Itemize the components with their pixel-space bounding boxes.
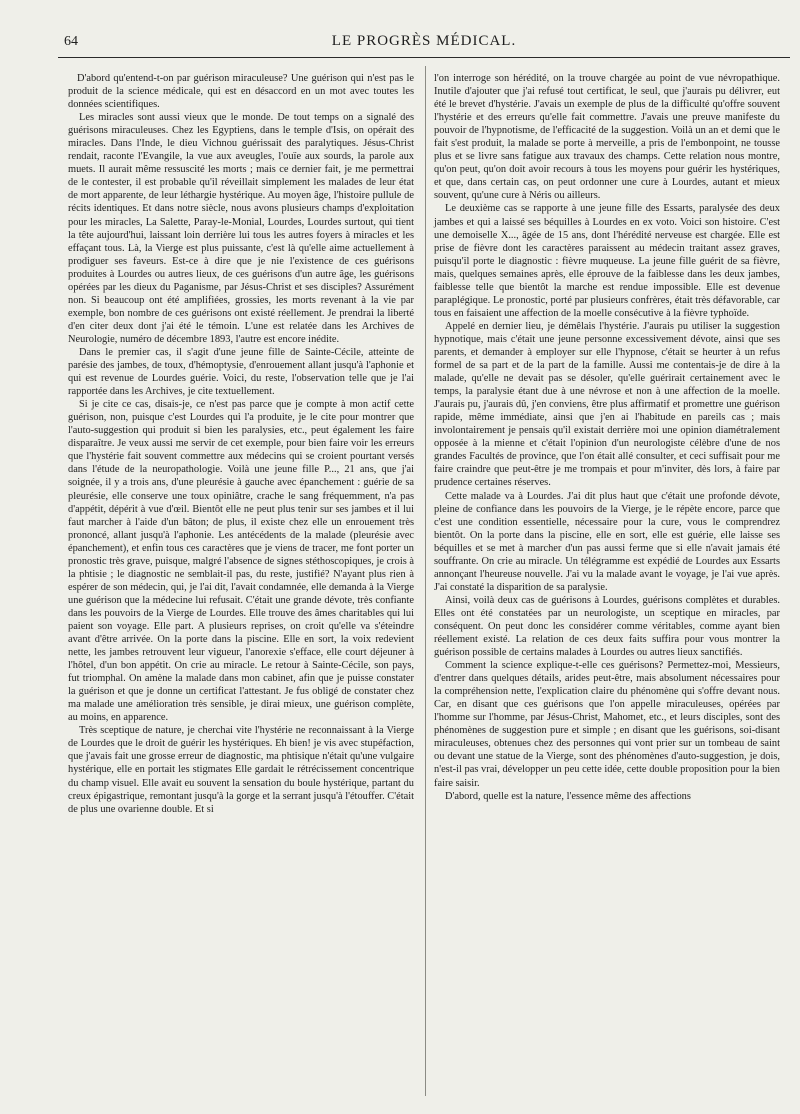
paragraph: Comment la science explique-t-elle ces guérisons? Permettez-moi, Messieurs, d'entrer dans quelques détails, arides peut-être, mais absolument nécessaires pour la compréhension nette, l'explication claire du phénomène qui s'offre devant nous. Car, en disant que ces guérisons que l'on appelle miraculeuses, opérées par l'homme sur l'homme, par Jésus-Christ, Mahomet, etc., et leurs disciples, sont des phénomènes de suggestion pure et simple ; en disant que les guérisons, soi-disant miraculeuses, obtenues chez des personnes qui vont prier sur un tombeau de saint ou devant une statue de la Vierge, sont des phénomènes d'auto-suggestion, je dois, n'est-il pas vrai, développer un peu cette idée, cette double proposition pour la bien faire saisir. <box>434 660 780 789</box>
paragraph: Ainsi, voilà deux cas de guérisons à Lourdes, guérisons complètes et durables. Elles ont été constatées par un neurologiste, un sceptique en miracles, par conséquent. On peut donc les considérer comme véritables, comme ayant bien réellement existé. La relation de ces deux faits suffira pour vous montrer la guérison possible de certains malades à Lourdes ou autres lieux sanctifiés. <box>434 594 780 659</box>
header-rule <box>58 57 790 58</box>
paragraph: Appelé en dernier lieu, je démêlais l'hystérie. J'aurais pu utiliser la suggestion hypnotique, mais c'était une jeune personne excessivement dévote, ainsi que ses parents, et demander à employer sur elle l'hypnose, c'était se heurter à un refus formel de sa part et de la part de la famille. Aussi me contentais-je de dire à la malade, qu'elle ne devait pas se désoler, qu'elle guérirait certainement avec le temps, la paralysie étant due à une névrose et non à une affection de la moelle. J'aurais pu, j'aurais dû, j'en conviens, être plus affirmatif et promettre une guérison rapide, même immédiate, ainsi que j'en ai l'habitude en pareils cas ; mais involontairement je pensais qu'il existait derrière moi une opinion diamétralement opposée à la mienne et c'était l'opinion d'un neurologiste célèbre d'une de nos grandes Facultés de province, que l'on était allé consulter, et ceci suffisait pour me faire craindre que peut-être je me trompais et pour m'inviter, dès lors, à faire par prudence certaines réserves. <box>434 320 780 489</box>
page-header <box>58 30 790 54</box>
paragraph: Les miracles sont aussi vieux que le monde. De tout temps on a signalé des guérisons miraculeuses. Chez les Egyptiens, dans le temple d'Isis, on opérait des miracles. Dans l'Inde, le dieu Vichnou guérissait des paralytiques. Jésus-Christ rendait, raconte l'Evangile, la vue aux aveugles, l'ouïe aux sourds, la parole aux muets. Il aurait même ressuscité les morts ; mais ce dernier fait, je me permettrai de le contester, il est probable qu'il réveillait simplement les malades de leur état de mort apparente, de leur léthargie hystérique. Au moyen âge, l'histoire pullule de récits identiques. Et dans notre siècle, nous avons plusieurs champs d'exploitation pour les miracles, La Salette, Paray-le-Monial, Lourdes, Lourdes surtout, qui tient la tête aujourd'hui, laissant loin derrière lui tous les autres foyers à miracles et les effaçant tous. Là, la Vierge est plus puissante, c'est là qu'elle aime actuellement à prodiguer ses faveurs. Est-ce à dire que je nie l'existence de ces guérisons produites à Lourdes ou autres lieux, de ces guérisons d'un autre âge, les guérisons opérées par les dieux du Paganisme, par Jésus-Christ et ses disciples? Assurément non. Si beaucoup ont été amplifiées, grossies, les morts revenant à la vie par exemple, bon nombre de ces guérisons ont existé réellement. Je prendrai la liberté d'en citer deux dont j'ai été le témoin. L'une est relatée dans les Archives de Neurologie, numéro de décembre 1893, l'autre est encore inédite. <box>68 112 414 345</box>
paragraph: l'on interroge son hérédité, on la trouve chargée au point de vue névropathique. Inutile d'ajouter que j'ai refusé tout certificat, le seul, que j'aurais pu délivrer, eut été le brevet d'hystérie. J'avais un exemple de plus de la difficulté qu'offre souvent l'hystérie et des erreurs qu'elle fait commettre. J'avais une preuve manifeste du pouvoir de l'hypnotisme, de l'efficacité de la suggestion. Voilà un an et demi que le fait s'est produit, la malade se porte à merveille, a pris de l'embonpoint, ne tousse plus et se livre sans fatigue aux travaux des champs. Cette relation nous montre, qu'on peut, qu'on doit avoir recours à tous les moyens pour guérir les hystériques, et que, dans certain cas, on peut ordonner une cure à Lourdes, autant et mieux souvent, qu'une cure à Néris ou ailleurs. <box>434 73 780 202</box>
right-column <box>434 72 780 803</box>
column-divider <box>425 66 426 1096</box>
running-title: LE PROGRÈS MÉDICAL. <box>331 33 517 49</box>
paragraph: Si je cite ce cas, disais-je, ce n'est pas parce que je compte à mon actif cette guérison, non, puisque c'est Lourdes qui l'a produite, je le cite pour montrer que l'auto-suggestion qui produit si bien les paralysies, etc., peut également les faire disparaître. Je veux aussi me servir de cet exemple, pour bien faire voir les erreurs que l'hystérie fait souvent commettre aux médecins qui se croient pourtant versés dans l'étude de la neuropathologie. Voilà une jeune fille P..., 21 ans, que j'ai soignée, il y a trois ans, d'une pleurésie à gauche avec épanchement : guérie de sa pleurésie, elle conserve une toux opiniâtre, crache le sang fréquemment, n'a pas d'appétit, dépérit à vue d'œil. Bientôt elle ne peut plus tenir sur ses jambes et il lui faut marcher à l'aide d'un bâton; de plus, il existe chez elle un enrouement très prononcé, allant jusqu'à l'aphonie. Les antécédents de la malade (pleurésie avec épanchement), et enfin tous ces caractères que je viens de tracer, me font porter un pronostic très grave, puisque, malgré l'absence de signes stéthoscopiques, je crois à la phtisie ; le diagnostic ne semblait-il pas, du reste, justifié? N'ayant plus rien à espérer de son médecin, qui, je l'ai dit, l'avait condamnée, elle demanda à la Vierge une guérison que la médecine lui refusait. C'était une grande dévote, très confiante dans les pouvoirs de la Vierge de Lourdes. Elle trouve des âmes charitables qui lui paient son voyage. Elle part. A plusieurs reprises, on croit qu'elle va s'éteindre avant d'être arrivée. On la porte dans la piscine. Elle en sort, la voix redevient nette, les jambes retrouvent leur vigueur, l'anorexie s'efface, elle court déjeuner à l'hôtel, d'un bon appétit. On crie au miracle. Le retour à Sainte-Cécile, son pays, fut triomphal. On amène la malade dans mon cabinet, afin que je puisse constater la guérison et que je donne un certificat l'attestant. Je fus obligé de constater chez ma malade une amélioration très sensible, je dirai mieux, une guérison complète, au moins, en apparence. <box>68 399 414 724</box>
paragraph: Cette malade va à Lourdes. J'ai dit plus haut que c'était une profonde dévote, pleine de confiance dans les pouvoirs de la Vierge, je le répète encore, parce que c'est une condition essentielle, nécessaire pour la cure, vous le comprendrez bientôt. On la porte dans la piscine, elle en sort, elle est guérie, elle laisse ses béquilles et se met à marcher d'un pas aussi ferme que si elle n'avait jamais été souffrante. On crie au miracle. Un télégramme est expédié de Lourdes aux Essarts annonçant l'heureuse nouvelle. J'ai vu la malade avant le voyage, je l'ai vue après. J'ai constaté la disparition de sa paralysie. <box>434 490 780 593</box>
paragraph: Le deuxième cas se rapporte à une jeune fille des Essarts, paralysée des deux jambes et qui a laissé ses béquilles à Lourdes en ex voto. Voici son histoire. C'est une demoiselle X..., âgée de 15 ans, dont l'hérédité nerveuse est chargée. Elle est prise de fièvre dont les caractères paraissent au médecin traitant assez graves, puisqu'il porte le diagnostic : fièvre muqueuse. La jeune fille guérit de sa fièvre, mais, quelques semaines après, elle éprouve de la faiblesse dans les deux jambes, faiblesse telle que bientôt la marche est rendue impossible. Elle est devenue paraplégique. Le pronostic, porté par plusieurs confrères, était très défavorable, car tous en faisaient une affection de la moelle consécutive à la fièvre typhoïde. <box>434 203 780 319</box>
page-number: 64 <box>64 34 78 49</box>
left-column <box>68 72 414 816</box>
paragraph: Très sceptique de nature, je cherchai vite l'hystérie ne reconnaissant à la Vierge de Lourdes que le droit de guérir les hystériques. Eh bien! je vis avec stupéfaction, que j'avais fait une grosse erreur de diagnostic, ma phtisique n'était qu'une vulgaire hystérique, elle en portait les stigmates Elle gardait le rétrécissement concentrique du champ visuel. Elle avait eu souvent la sensation du boule hystérique, partant du creux épigastrique, remontant jusqu'à la gorge et la serrant jusqu'à l'étouffer. C'était de plus une ovarienne double. Et si <box>68 725 414 815</box>
paragraph: Dans le premier cas, il s'agit d'une jeune fille de Sainte-Cécile, atteinte de parésie des jambes, de toux, d'hémoptysie, d'enrouement allant jusqu'à l'aphonie et qui est revenue de Lourdes guérie. Voici, du reste, l'observation telle que je l'ai rapportée dans les Archives, je cite textuellement. <box>68 346 414 398</box>
paragraph: D'abord qu'entend-t-on par guérison miraculeuse? Une guérison qui n'est pas le produit de la science médicale, qui est en désaccord en un mot avec toutes les données scientifiques. <box>68 73 414 111</box>
paragraph: D'abord, quelle est la nature, l'essence même des affections <box>445 790 691 802</box>
